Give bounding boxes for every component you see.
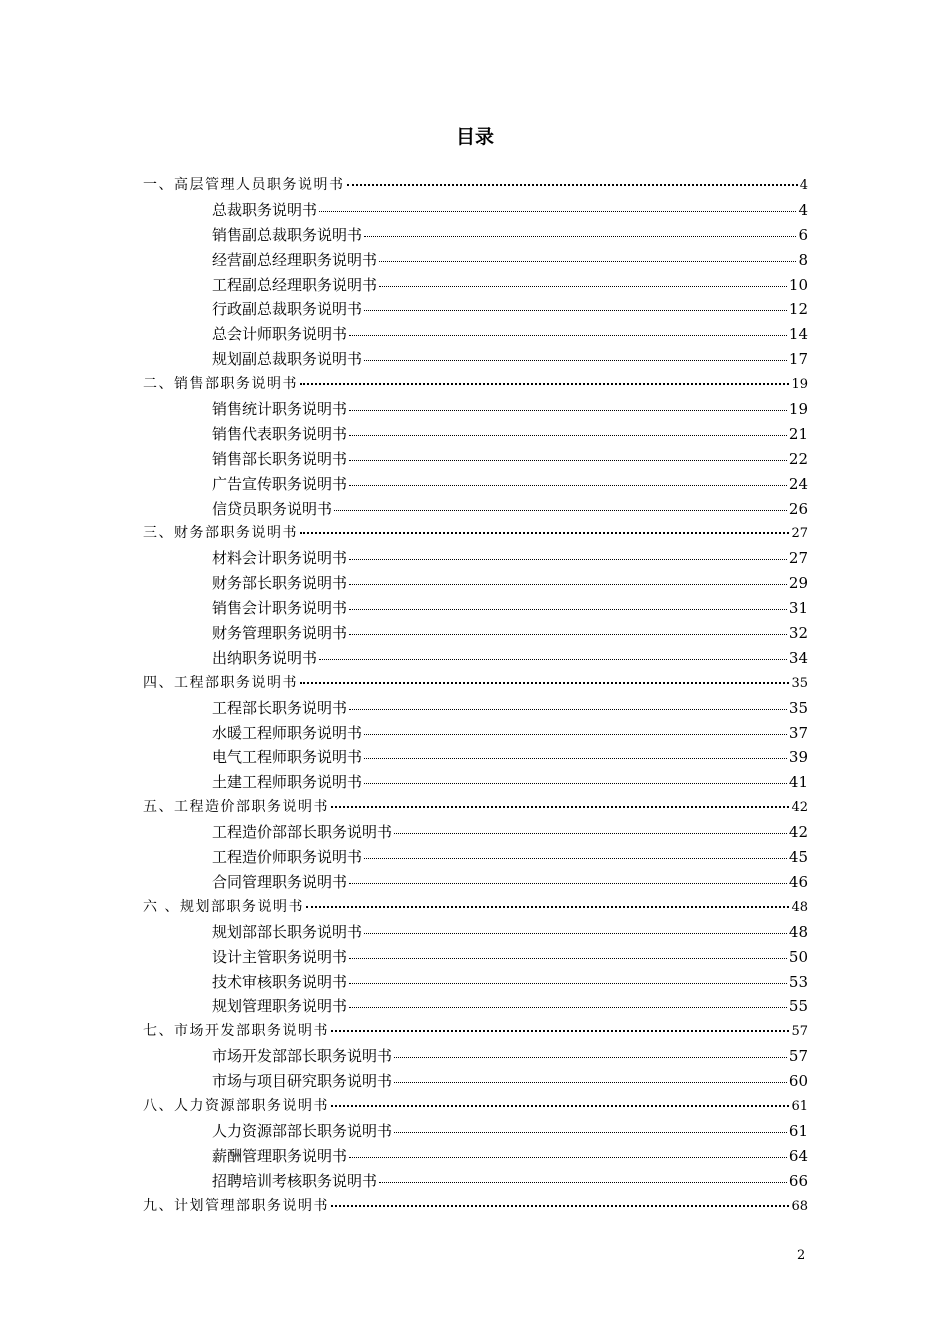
dot-leader <box>349 983 787 984</box>
toc-subsection-entry[interactable] <box>143 597 808 622</box>
toc-entry-label: 行政副总裁职务说明书 <box>212 300 363 319</box>
dot-leader <box>349 485 787 486</box>
dot-leader <box>349 709 787 710</box>
dot-leader <box>349 410 787 411</box>
toc-entry-label: 二、销售部职务说明书 <box>143 376 298 393</box>
dot-leader <box>349 559 787 560</box>
toc-entry-page: 29 <box>788 574 808 593</box>
toc-subsection-entry[interactable] <box>143 547 808 572</box>
dot-leader <box>331 1030 789 1032</box>
toc-entry-label: 设计主管职务说明书 <box>212 947 348 966</box>
toc-entry-page: 8 <box>798 250 808 269</box>
toc-entry-label: 销售统计职务说明书 <box>212 400 348 419</box>
dot-leader <box>349 634 787 635</box>
dot-leader <box>347 184 798 186</box>
toc-entry-label: 招聘培训考核职务说明书 <box>212 1171 378 1190</box>
dot-leader <box>331 806 789 808</box>
dot-leader <box>349 1007 787 1008</box>
toc-entry-label: 财务管理职务说明书 <box>212 624 348 643</box>
toc-section-entry[interactable] <box>143 522 808 547</box>
toc-subsection-entry[interactable] <box>143 1145 808 1170</box>
dot-leader <box>364 734 787 735</box>
toc-subsection-entry[interactable] <box>143 946 808 971</box>
toc-entry-page: 31 <box>788 599 808 618</box>
toc-subsection-entry[interactable] <box>143 448 808 473</box>
toc-entry-label: 六 、规划部职务说明书 <box>143 898 304 915</box>
dot-leader <box>349 883 787 884</box>
toc-entry-label: 销售会计职务说明书 <box>212 599 348 618</box>
toc-entry-page: 45 <box>788 848 808 867</box>
toc-entry-label: 薪酬管理职务说明书 <box>212 1146 348 1165</box>
dot-leader <box>300 682 789 684</box>
toc-entry-label: 工程造价师职务说明书 <box>212 848 363 867</box>
toc-subsection-entry[interactable] <box>143 1120 808 1145</box>
toc-subsection-entry[interactable] <box>143 921 808 946</box>
toc-subsection-entry[interactable] <box>143 274 808 299</box>
dot-leader <box>364 783 787 784</box>
toc-entry-label: 信贷员职务说明书 <box>212 499 333 518</box>
dot-leader <box>319 211 796 212</box>
toc-entry-page: 66 <box>788 1171 808 1190</box>
dot-leader <box>394 1057 787 1058</box>
toc-entry-page: 68 <box>791 1198 808 1214</box>
toc-subsection-entry[interactable] <box>143 199 808 224</box>
dot-leader <box>364 933 787 934</box>
toc-entry-label: 市场与项目研究职务说明书 <box>212 1072 393 1091</box>
toc-entry-page: 19 <box>788 400 808 419</box>
toc-entry-label: 八、人力资源部职务说明书 <box>143 1097 329 1114</box>
toc-entry-page: 42 <box>788 823 808 842</box>
toc-entry-label: 一、高层管理人员职务说明书 <box>143 177 345 193</box>
toc-entry-label: 人力资源部部长职务说明书 <box>212 1121 393 1140</box>
dot-leader <box>364 310 787 311</box>
toc-subsection-entry[interactable] <box>143 224 808 249</box>
toc-entry-label: 工程部长职务说明书 <box>212 698 348 717</box>
toc-entry-label: 电气工程师职务说明书 <box>212 748 363 767</box>
toc-subsection-entry[interactable] <box>143 323 808 348</box>
toc-subsection-entry[interactable] <box>143 647 808 672</box>
table-of-contents <box>143 174 808 1219</box>
toc-subsection-entry[interactable] <box>143 398 808 423</box>
toc-entry-page: 61 <box>788 1121 808 1140</box>
dot-leader <box>334 510 787 511</box>
toc-entry-label: 规划部部长职务说明书 <box>212 922 363 941</box>
toc-entry-label: 总裁职务说明书 <box>212 200 318 219</box>
toc-entry-label: 技术审核职务说明书 <box>212 972 348 991</box>
toc-entry-label: 市场开发部部长职务说明书 <box>212 1047 393 1066</box>
toc-entry-page: 53 <box>788 972 808 991</box>
dot-leader <box>349 1157 787 1158</box>
toc-entry-label: 规划副总裁职务说明书 <box>212 350 363 369</box>
toc-subsection-entry[interactable] <box>143 249 808 274</box>
toc-entry-label: 销售代表职务说明书 <box>212 424 348 443</box>
toc-entry-page: 57 <box>791 1024 808 1040</box>
toc-section-entry[interactable] <box>143 174 808 199</box>
toc-subsection-entry[interactable] <box>143 1170 808 1195</box>
toc-subsection-entry[interactable] <box>143 572 808 597</box>
dot-leader <box>379 286 787 287</box>
toc-subsection-entry[interactable] <box>143 498 808 523</box>
dot-leader <box>394 1132 787 1133</box>
toc-entry-page: 35 <box>788 698 808 717</box>
toc-section-entry[interactable] <box>143 896 808 921</box>
toc-entry-label: 财务部长职务说明书 <box>212 574 348 593</box>
toc-entry-page: 64 <box>788 1146 808 1165</box>
toc-entry-page: 46 <box>788 872 808 891</box>
toc-entry-label: 三、财务部职务说明书 <box>143 525 298 542</box>
dot-leader <box>349 460 787 461</box>
toc-subsection-entry[interactable] <box>143 971 808 996</box>
dot-leader <box>349 958 787 959</box>
toc-entry-page: 22 <box>788 449 808 468</box>
toc-entry-page: 41 <box>788 773 808 792</box>
toc-subsection-entry[interactable] <box>143 846 808 871</box>
toc-entry-label: 出纳职务说明书 <box>212 648 318 667</box>
toc-entry-page: 21 <box>788 424 808 443</box>
dot-leader <box>349 584 787 585</box>
dot-leader <box>364 360 787 361</box>
toc-subsection-entry[interactable] <box>143 821 808 846</box>
toc-entry-page: 10 <box>788 275 808 294</box>
toc-subsection-entry[interactable] <box>143 473 808 498</box>
toc-entry-page: 6 <box>798 225 808 244</box>
toc-entry-page: 27 <box>788 549 808 568</box>
toc-entry-label: 销售副总裁职务说明书 <box>212 225 363 244</box>
toc-entry-label: 总会计师职务说明书 <box>212 325 348 344</box>
toc-subsection-entry[interactable] <box>143 1070 808 1095</box>
toc-subsection-entry[interactable] <box>143 771 808 796</box>
toc-entry-page: 4 <box>799 178 808 193</box>
toc-subsection-entry[interactable] <box>143 348 808 373</box>
toc-entry-page: 50 <box>788 947 808 966</box>
toc-entry-page: 37 <box>788 723 808 742</box>
dot-leader <box>349 335 787 336</box>
toc-subsection-entry[interactable] <box>143 1045 808 1070</box>
toc-entry-page: 4 <box>798 200 808 219</box>
toc-entry-page: 60 <box>788 1072 808 1091</box>
toc-entry-page: 61 <box>791 1098 808 1114</box>
dot-leader <box>364 858 787 859</box>
dot-leader <box>331 1105 789 1107</box>
dot-leader <box>349 609 787 610</box>
toc-entry-page: 34 <box>788 648 808 667</box>
toc-entry-label: 工程造价部部长职务说明书 <box>212 823 393 842</box>
toc-section-entry[interactable] <box>143 373 808 398</box>
dot-leader <box>349 435 787 436</box>
toc-entry-page: 14 <box>788 325 808 344</box>
toc-entry-label: 材料会计职务说明书 <box>212 549 348 568</box>
dot-leader <box>331 1205 789 1207</box>
dot-leader <box>300 383 789 385</box>
toc-subsection-entry[interactable] <box>143 722 808 747</box>
dot-leader <box>364 758 787 759</box>
dot-leader <box>364 236 796 237</box>
toc-entry-page: 12 <box>788 300 808 319</box>
toc-entry-label: 四、工程部职务说明书 <box>143 674 298 691</box>
toc-section-entry[interactable] <box>143 1095 808 1120</box>
dot-leader <box>394 1082 787 1083</box>
dot-leader <box>379 261 796 262</box>
toc-entry-page: 27 <box>791 526 808 542</box>
toc-subsection-entry[interactable] <box>143 995 808 1020</box>
toc-entry-page: 57 <box>788 1047 808 1066</box>
toc-subsection-entry[interactable] <box>143 622 808 647</box>
toc-entry-page: 42 <box>791 800 808 816</box>
toc-entry-page: 55 <box>788 997 808 1016</box>
toc-subsection-entry[interactable] <box>143 871 808 896</box>
toc-section-entry[interactable] <box>143 1020 808 1045</box>
toc-entry-page: 17 <box>788 350 808 369</box>
toc-entry-page: 19 <box>791 377 808 393</box>
toc-subsection-entry[interactable] <box>143 298 808 323</box>
toc-entry-page: 48 <box>788 922 808 941</box>
toc-section-entry[interactable] <box>143 1195 808 1220</box>
toc-subsection-entry[interactable] <box>143 423 808 448</box>
toc-entry-page: 24 <box>788 474 808 493</box>
toc-entry-label: 销售部长职务说明书 <box>212 449 348 468</box>
toc-section-entry[interactable] <box>143 796 808 821</box>
toc-entry-label: 土建工程师职务说明书 <box>212 773 363 792</box>
toc-title: 目录 <box>455 126 494 148</box>
toc-entry-label: 七、市场开发部职务说明书 <box>143 1023 329 1040</box>
toc-entry-page: 32 <box>788 624 808 643</box>
toc-entry-label: 经营副总经理职务说明书 <box>212 250 378 269</box>
toc-subsection-entry[interactable] <box>143 746 808 771</box>
toc-entry-label: 广告宣传职务说明书 <box>212 474 348 493</box>
toc-section-entry[interactable] <box>143 672 808 697</box>
toc-entry-label: 五、工程造价部职务说明书 <box>143 799 329 816</box>
toc-entry-page: 39 <box>788 748 808 767</box>
page-number: 2 <box>797 1248 806 1263</box>
toc-entry-label: 水暖工程师职务说明书 <box>212 723 363 742</box>
toc-entry-label: 九、计划管理部职务说明书 <box>143 1197 329 1214</box>
dot-leader <box>319 659 787 660</box>
toc-entry-page: 48 <box>791 899 808 915</box>
toc-entry-page: 26 <box>788 499 808 518</box>
dot-leader <box>300 532 789 534</box>
toc-subsection-entry[interactable] <box>143 697 808 722</box>
toc-entry-label: 规划管理职务说明书 <box>212 997 348 1016</box>
toc-entry-label: 合同管理职务说明书 <box>212 872 348 891</box>
dot-leader <box>379 1182 787 1183</box>
dot-leader <box>306 906 790 908</box>
dot-leader <box>394 833 787 834</box>
toc-entry-label: 工程副总经理职务说明书 <box>212 275 378 294</box>
toc-entry-page: 35 <box>791 675 808 691</box>
